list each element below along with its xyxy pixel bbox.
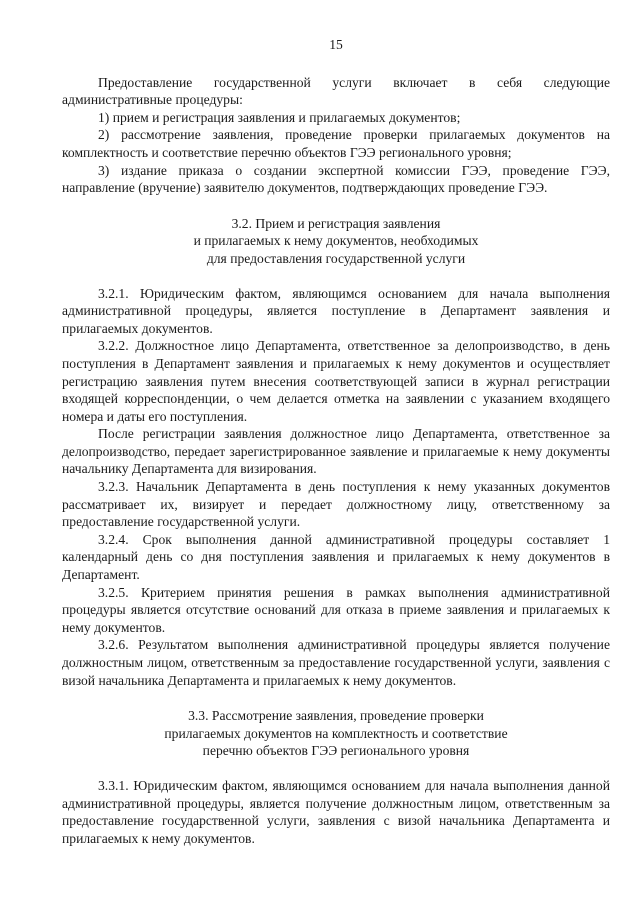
paragraph: 3.2.3. Начальник Департамента в день поступления к нему указанных документов рассматривает их, визирует и передает должностному лицу, ответственному за предоставление государственной услуги.	[62, 479, 610, 530]
paragraph: 3.3.1. Юридическим фактом, являющимся основанием для начала выполнения данной административной процедуры, является получение должностным лицом, ответственным за предоставление государственной услуги, заявления с визой начальника Департамента и прилагаемых к нему документов.	[62, 777, 610, 846]
paragraph: 3.2.2. Должностное лицо Департамента, ответственное за делопроизводство, в день поступления в Департамент заявления и прилагаемых к нему документов и осуществляет регистрацию заявления путем внесения соответствующей записи в журнал регистрации входящей корреспонденции, о чем делается отметка на заявлении с указанием входящего номера и даты его поступления.	[62, 338, 610, 424]
section-3-3	[62, 707, 610, 847]
paragraph: 3.2.1. Юридическим фактом, являющимся основанием для начала выполнения административной процедуры, является поступление в Департамент заявления и прилагаемых документов.	[62, 285, 610, 336]
paragraph: 3.2.4. Срок выполнения данной административной процедуры составляет 1 календарный день со дня поступления заявления и прилагаемых к нему документов в Департамент.	[62, 531, 610, 583]
section-heading	[62, 215, 610, 268]
paragraph: 3.2.5. Критерием принятия решения в рамках выполнения административной процедуры является отсутствие оснований для отказа в приеме заявления и прилагаемых к нему документов.	[62, 584, 610, 635]
intro-item: 1) прием и регистрация заявления и прилагаемых документов;	[98, 109, 461, 125]
heading-line: 3.3. Рассмотрение заявления, проведение проверки	[188, 708, 484, 724]
paragraph: 3.2.6. Результатом выполнения административной процедуры является получение должностным лицом, ответственным за предоставление государственной услуги, заявления с визой начальника Департамента и прилагаемых к нему документов.	[62, 637, 610, 688]
document-page	[62, 36, 610, 847]
heading-line: перечню объектов ГЭЭ регионального уровня	[202, 743, 470, 759]
heading-line: прилагаемых документов на комплектность и соответствие	[164, 725, 508, 741]
intro-lead: Предоставление государственной услуги включает в себя следующие административные процедуры:	[62, 74, 610, 108]
intro-item: 2) рассмотрение заявления, проведение проверки прилагаемых документов на комплектность и соответствие перечню объектов ГЭЭ регионального уровня;	[62, 127, 610, 160]
section-3-2	[62, 215, 610, 689]
intro-section	[62, 74, 610, 197]
heading-line: и прилагаемых к нему документов, необходимых	[193, 233, 479, 249]
page-number: 15	[329, 37, 343, 52]
section-heading	[62, 707, 610, 760]
heading-line: для предоставления государственной услуги	[206, 250, 466, 266]
intro-item: 3) издание приказа о создании экспертной комиссии ГЭЭ, проведение ГЭЭ, направление (вручение) заявителю документов, подтверждающих проведение ГЭЭ.	[62, 162, 610, 196]
paragraph: После регистрации заявления должностное лицо Департамента, ответственное за делопроизводство, передает зарегистрированное заявление и прилагаемые к нему документы начальнику Департамента для визирования.	[62, 426, 610, 477]
heading-line: 3.2. Прием и регистрация заявления	[231, 215, 441, 231]
